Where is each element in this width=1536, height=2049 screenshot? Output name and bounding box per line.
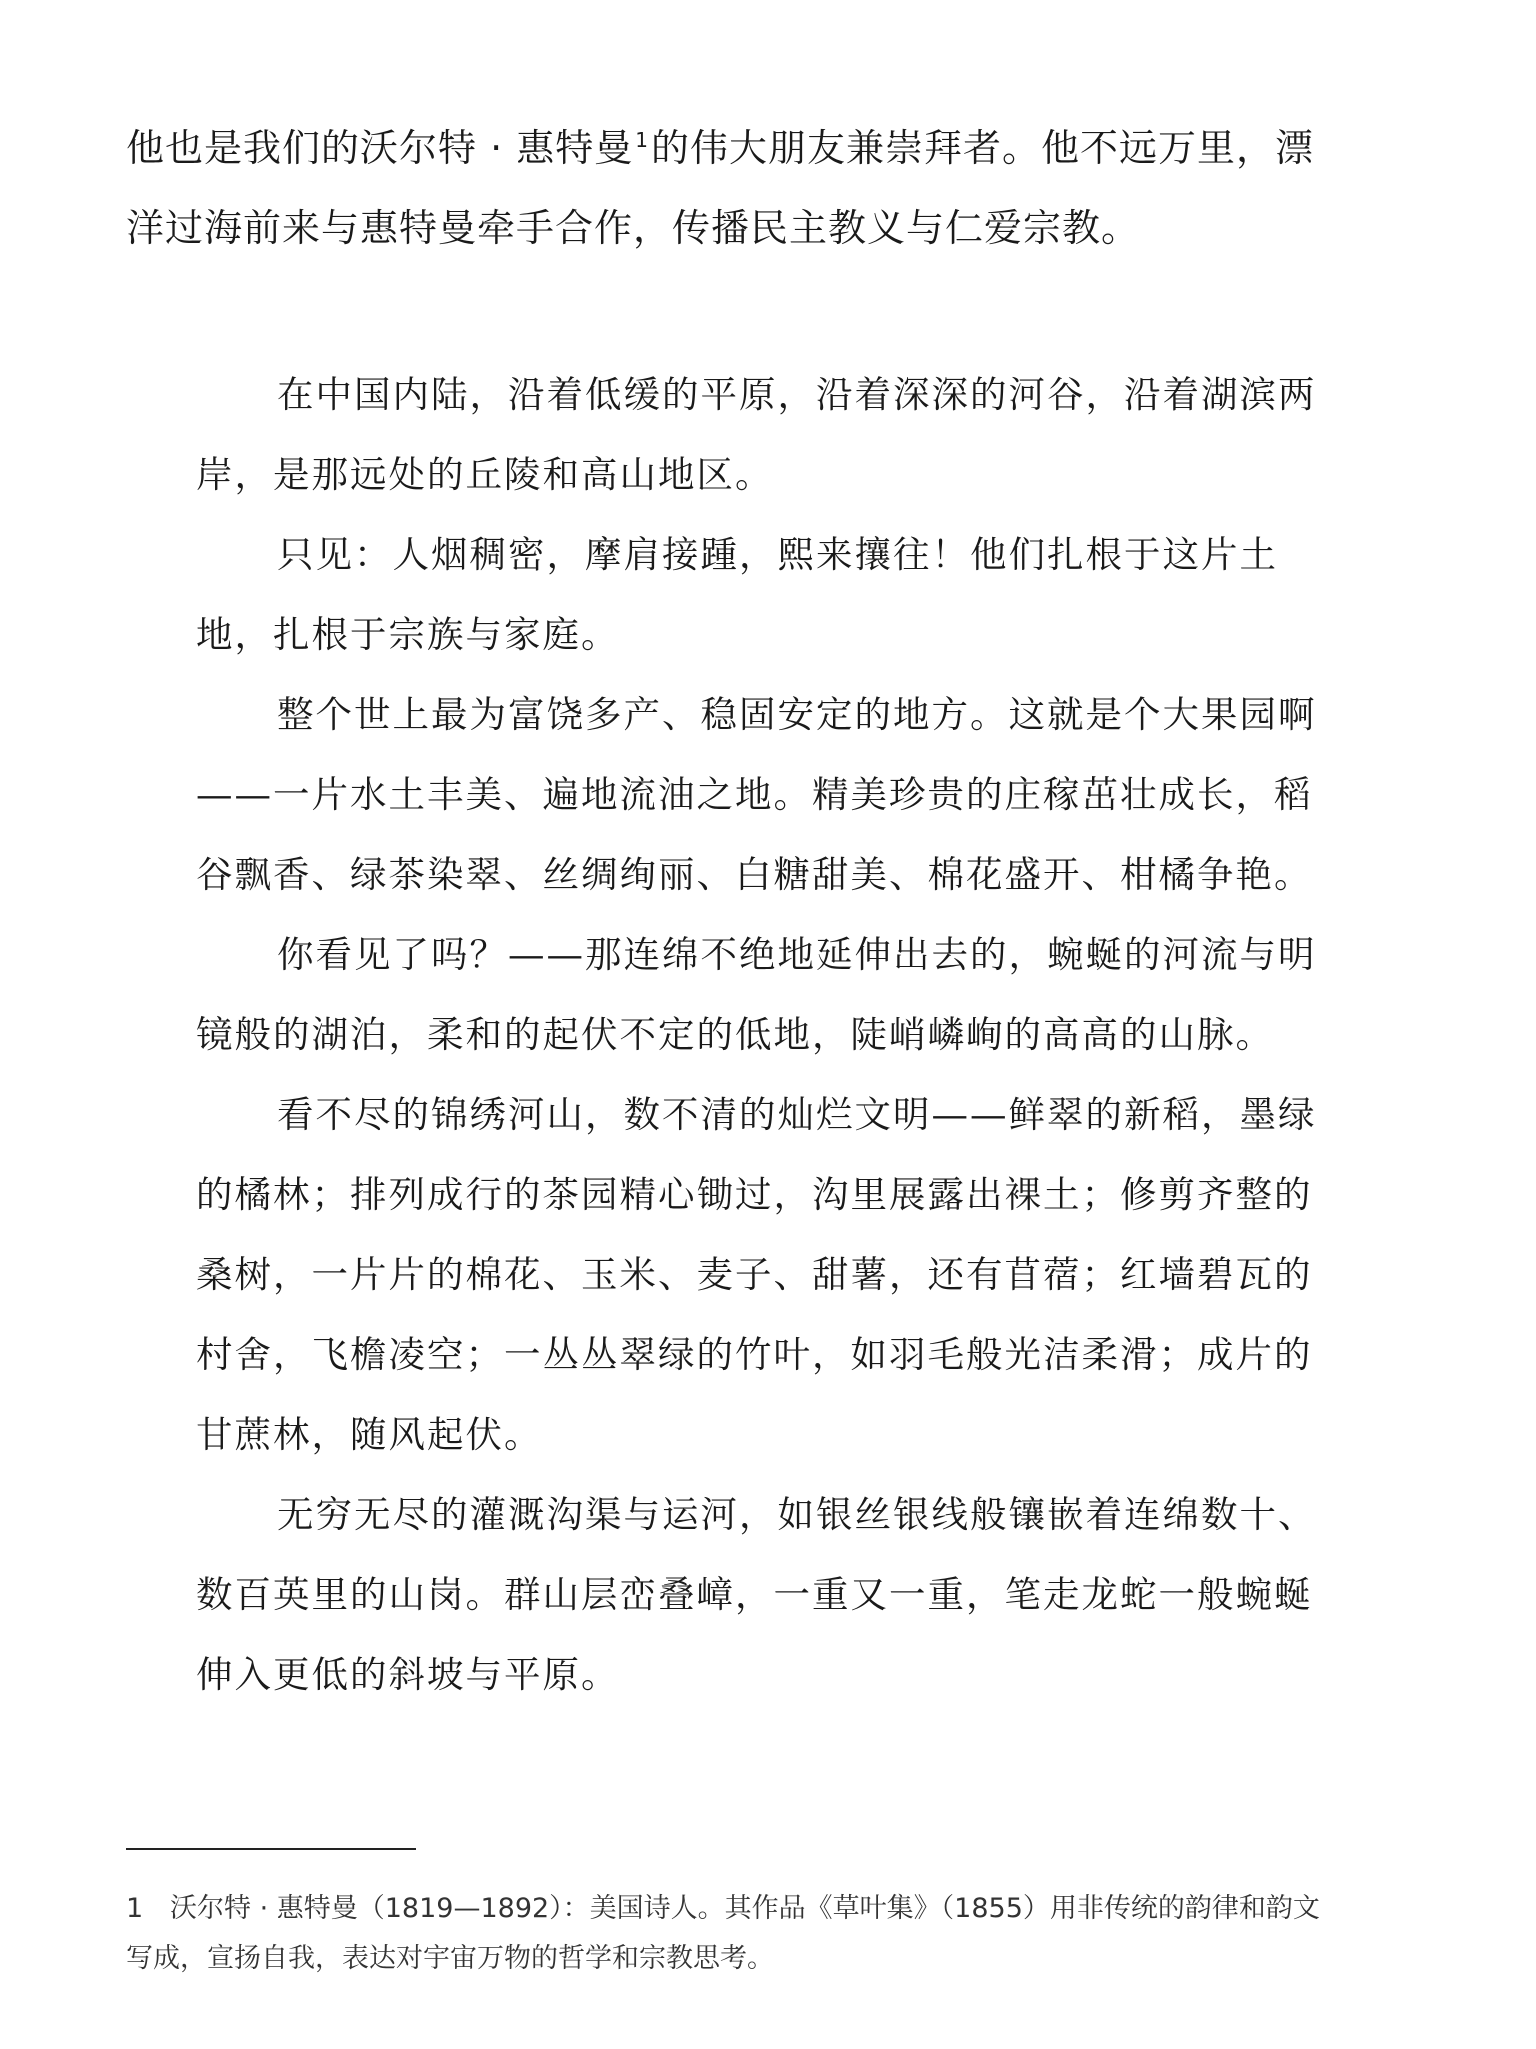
poem-paragraph: 整个世上最为富饶多产、稳固安定的地方。这就是个大果园啊——一片水土丰美、遍地流油之地。精美珍贵的庄稼茁壮成长，稻谷飘香、绿茶染翠、丝绸绚丽、白糖甜美、棉花盛开、柑橘争艳。: [196, 693, 1317, 896]
intro-paragraph: [126, 108, 1326, 268]
footnote-text: 沃尔特 · 惠特曼（1819—1892）：美国诗人。其作品《草叶集》（1855）用非传统的韵律和韵文写成，宣扬自我，表达对宇宙万物的哲学和宗教思考。: [126, 1893, 1320, 1974]
footnote-divider: [126, 1848, 416, 1850]
intro-text: [126, 108, 1326, 268]
footnote: [126, 1884, 1336, 1984]
footnote-number: 1: [126, 1893, 144, 1924]
poem-paragraph: 只见：人烟稠密，摩肩接踵，熙来攘往！他们扎根于这片土地，扎根于宗族与家庭。: [196, 533, 1278, 656]
poem-paragraph: 无穷无尽的灌溉沟渠与运河，如银丝银线般镶嵌着连绵数十、数百英里的山岗。群山层峦叠嶂，一重又一重，笔走龙蛇一般蜿蜒伸入更低的斜坡与平原。: [196, 1493, 1317, 1696]
poem-paragraph: 在中国内陆，沿着低缓的平原，沿着深深的河谷，沿着湖滨两岸，是那远处的丘陵和高山地区。: [196, 373, 1317, 496]
poem-paragraph: 你看见了吗？——那连绵不绝地延伸出去的，蜿蜒的河流与明镜般的湖泊，柔和的起伏不定的低地，陡峭嶙峋的高高的山脉。: [196, 933, 1317, 1056]
footnote-text-line: [126, 1884, 1336, 1984]
poem-block: [196, 355, 1326, 1715]
footnote-reference: 1: [635, 128, 649, 152]
poem-paragraph: 看不尽的锦绣河山，数不清的灿烂文明——鲜翠的新稻，墨绿的橘林；排列成行的茶园精心锄过，沟里展露出裸土；修剪齐整的桑树，一片片的棉花、玉米、麦子、甜薯，还有苜蓿；红墙碧瓦的村舍，飞檐凌空；一丛丛翠绿的竹叶，如羽毛般光洁柔滑；成片的甘蔗林，随风起伏。: [196, 1093, 1317, 1456]
intro-text-after-ref: 的伟大朋友兼崇拜者。他不远万里，漂洋过海前来与惠特曼牵手合作，传播民主教义与仁爱宗教。: [126, 126, 1314, 250]
intro-text-before-ref: 他也是我们的沃尔特 · 惠特曼: [126, 126, 634, 170]
